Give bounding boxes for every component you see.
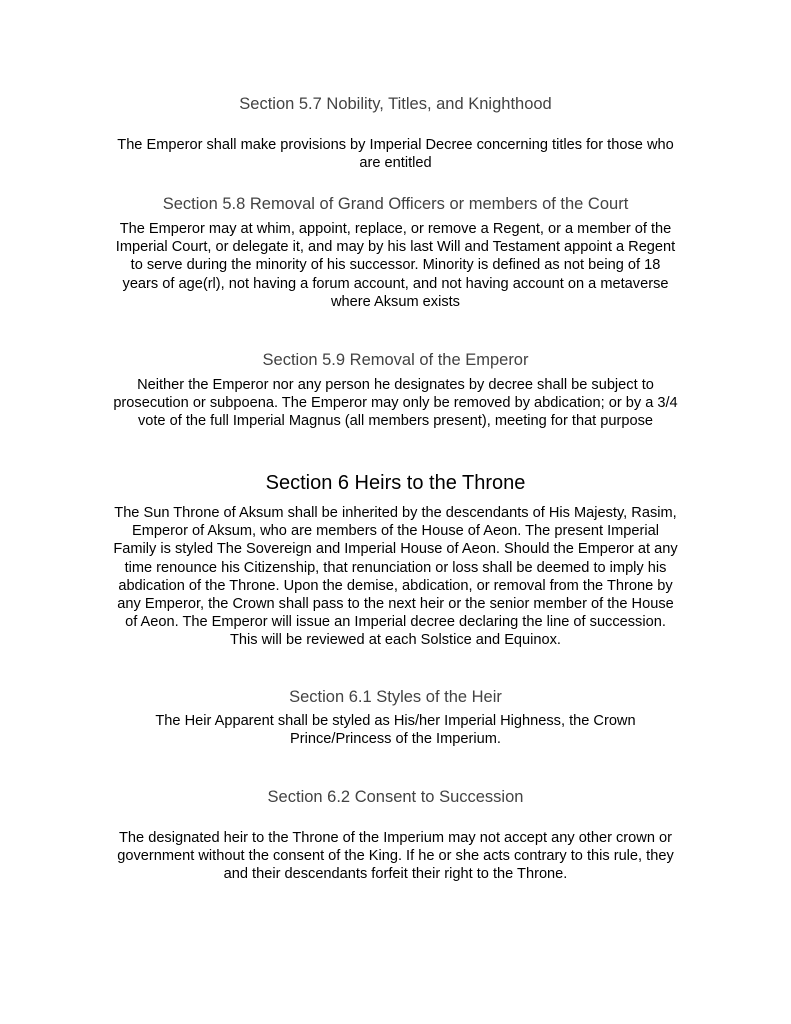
- body-line: prosecution or subpoena. The Emperor may only be removed by abdication; or by a 3/4: [113, 395, 678, 412]
- body-line: The Heir Apparent shall be styled as His/her Imperial Highness, the Crown: [155, 713, 636, 729]
- section-5-7-heading: Section 5.7 Nobility, Titles, and Knighthood: [239, 95, 552, 113]
- body-line: to serve during the minority of his successor. Minority is defined as not being of 18: [130, 257, 661, 274]
- body-line: The Emperor may at whim, appoint, replace, or remove a Regent, or a member of the: [119, 221, 672, 237]
- section-6-2-body: [0, 829, 791, 884]
- section-5-9-body: [0, 376, 791, 431]
- body-line: The Sun Throne of Aksum shall be inherited by the descendants of His Majesty, Rasim,: [114, 505, 677, 521]
- body-line: Emperor of Aksum, who are members of the House of Aeon. The present Imperial: [132, 523, 659, 540]
- section-6-heading: Section 6 Heirs to the Throne: [265, 472, 526, 494]
- body-line: any Emperor, the Crown shall pass to the next heir or the senior member of the House: [117, 596, 674, 613]
- body-line: Neither the Emperor nor any person he designates by decree shall be subject to: [137, 377, 654, 393]
- body-line: are entitled: [359, 155, 432, 172]
- section-6-body: [0, 504, 791, 650]
- body-line: of Aeon. The Emperor will issue an Imperial decree declaring the line of succession.: [125, 614, 666, 631]
- body-line: This will be reviewed at each Solstice and Equinox.: [230, 632, 561, 649]
- section-5-9-heading: Section 5.9 Removal of the Emperor: [262, 351, 529, 369]
- body-line: Prince/Princess of the Imperium.: [290, 731, 501, 748]
- section-6-1-heading: Section 6.1 Styles of the Heir: [289, 688, 502, 706]
- body-line: The designated heir to the Throne of the Imperium may not accept any other crown or: [119, 830, 672, 846]
- body-line: The Emperor shall make provisions by Imperial Decree concerning titles for those who: [117, 137, 674, 153]
- body-line: government without the consent of the King. If he or she acts contrary to this rule, they: [117, 848, 674, 865]
- section-5-8-heading: Section 5.8 Removal of Grand Officers or members of the Court: [162, 195, 629, 213]
- section-5-7-body: [0, 136, 791, 172]
- body-line: time renounce his Citizenship, that renunciation or loss shall be deemed to imply his: [124, 559, 667, 576]
- section-5-8-body: [0, 220, 791, 311]
- section-6-2-heading: Section 6.2 Consent to Succession: [267, 788, 524, 806]
- body-line: Imperial Court, or delegate it, and may by his last Will and Testament appoint a Regent: [115, 239, 676, 256]
- body-line: Family is styled The Sovereign and Imperial House of Aeon. Should the Emperor at any: [113, 541, 678, 558]
- body-line: years of age(rl), not having a forum account, and not having account on a metaverse: [122, 275, 669, 292]
- section-6-1-body: [0, 712, 791, 748]
- body-line: vote of the full Imperial Magnus (all members present), meeting for that purpose: [137, 413, 654, 430]
- body-line: and their descendants forfeit their right to the Throne.: [223, 866, 568, 883]
- body-line: where Aksum exists: [331, 293, 460, 310]
- body-line: abdication of the Throne. Upon the demise, abdication, or removal from the Throne by: [118, 577, 673, 594]
